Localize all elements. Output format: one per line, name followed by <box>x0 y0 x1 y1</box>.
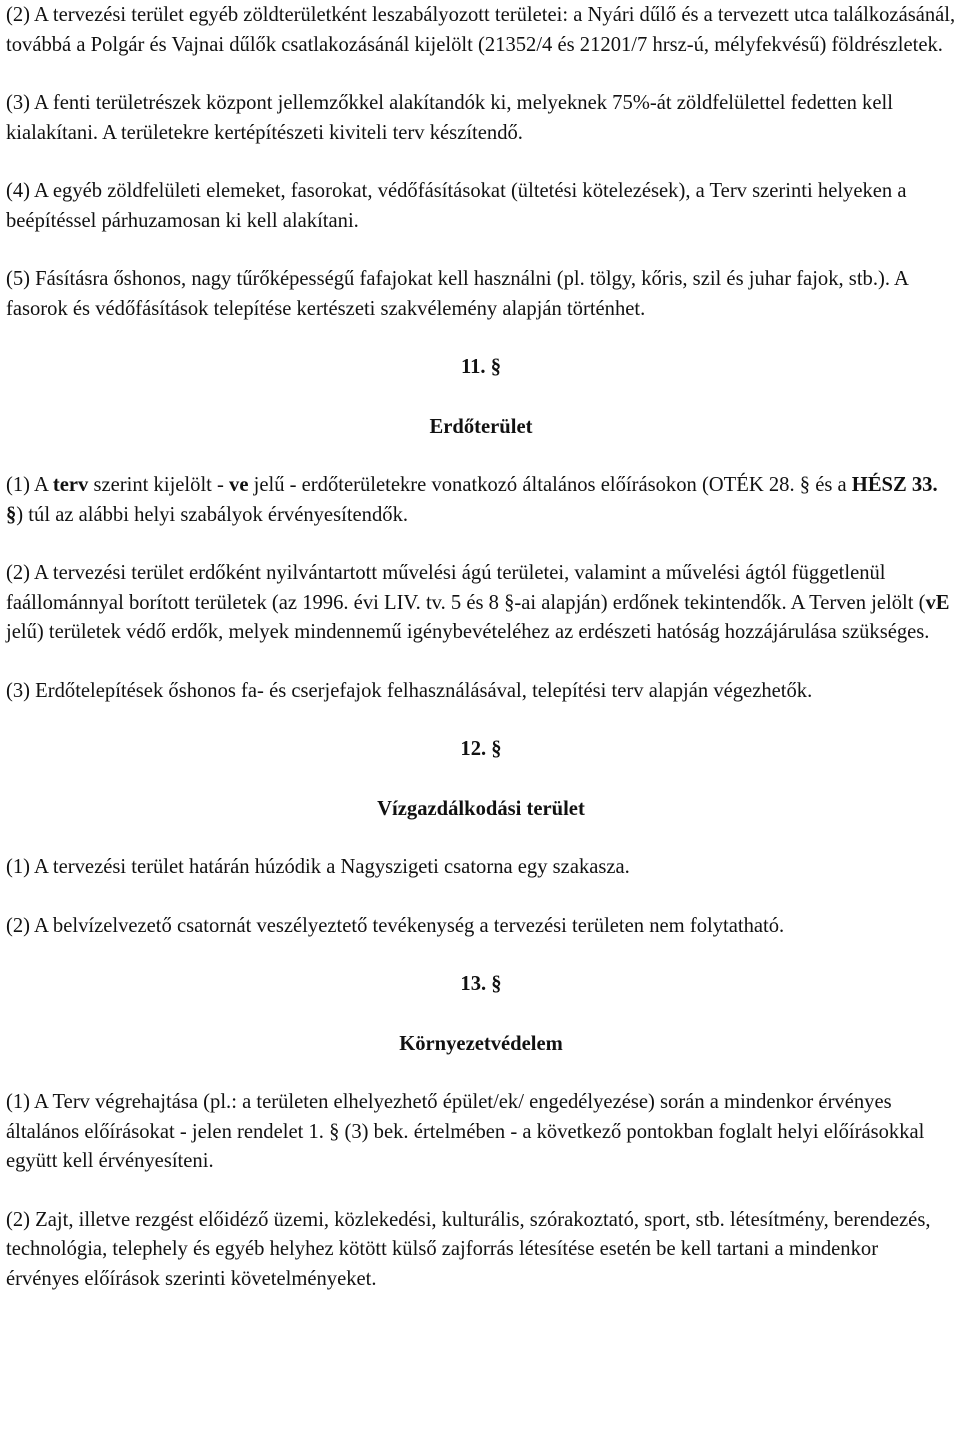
text-run: jelű) területek védő erdők, melyek mindennemű igénybevételéhez az erdészeti hatóság hozzájárulása szükséges. <box>6 621 930 643</box>
section-11-paragraph-3: (3) Erdőtelepítések őshonos fa- és cserjefajok felhasználásával, telepítési terv alapján végezhetők. <box>6 679 813 702</box>
section-13-number: 13. § <box>460 973 502 995</box>
section-11-paragraph-2 <box>6 559 956 648</box>
section-12-number: 12. § <box>460 738 502 760</box>
bold-term-ve: ve <box>229 474 249 496</box>
section-11-number: 11. § <box>460 356 502 378</box>
text-run: (2) A tervezési terület erdőként nyilvántartott művelési ágú területei, valamint a művelési ágtól függetlenül faállománnyal borított területek (az 1996. évi LIV. tv. 5 és 8 §-ai alapján) erdőnek tekintendők. A Terven jelölt ( <box>6 562 926 614</box>
text-run: szerint kijelölt - <box>88 474 230 496</box>
text-run: (1) A <box>6 474 53 496</box>
paragraph-5-tree-planting: (5) Fásításra őshonos, nagy tűrőképességű fafajokat kell használni (pl. tölgy, kőris, szil és juhar fajok, stb.). A fasorok és védőfásítások telepítése kertészeti szakvélemény alapján történhet. <box>6 268 908 320</box>
section-11-paragraph-1 <box>6 471 956 530</box>
bold-term-terv: terv <box>52 474 89 496</box>
bold-term-ve-code: vE <box>925 591 950 614</box>
text-run: ) túl az alábbi helyi szabályok érvényesítendők. <box>16 503 409 526</box>
section-11-title: Erdőterület <box>429 415 533 438</box>
paragraph-3-park-areas: (3) A fenti területrészek központ jellemzőkkel alakítandók ki, melyeknek 75%-át zöldfelülettel fedetten kell kialakítani. A területekre kertépítészeti kiviteli terv készítendő. <box>6 92 893 144</box>
paragraph-2-green-areas: (2) A tervezési terület egyéb zöldterületként leszabályozott területei: a Nyári dűlő és a tervezett utca találkozásánál, továbbá a Polgár és Vajnai dűlők csatlakozásánál kijelölt (21352/4 és 21201/7 hrsz-ú, mélyfekvésű) földrészletek. <box>6 4 956 56</box>
text-run: jelű - erdőterületekre vonatkozó általános előírásokon (OTÉK 28. § és a <box>248 474 852 496</box>
document-page <box>6 1 956 1323</box>
section-12-paragraph-2: (2) A belvízelvezető csatornát veszélyeztető tevékenység a tervezési területen nem folytatható. <box>6 914 785 937</box>
section-12-title: Vízgazdálkodási terület <box>377 797 585 820</box>
section-13-title: Környezetvédelem <box>399 1032 563 1055</box>
bold-term-hesz: HÉSZ 33. § <box>6 474 938 526</box>
section-13-paragraph-1: (1) A Terv végrehajtása (pl.: a területen elhelyezhető épület/ek/ engedélyezése) során a mindenkor érvényes általános előírásokat - jelen rendelet 1. § (3) bek. értelmében - a következő pontokban foglalt helyi előírásokkal együtt kell érvényesíteni. <box>6 1091 925 1172</box>
section-13-paragraph-2: (2) Zajt, illetve rezgést előidéző üzemi, közlekedési, kulturális, szórakoztató, sport, stb. létesítmény, berendezés, technológia, telephely és egyéb helyhez kötött külső zajforrás létesítése esetén be kell tartani a mindenkor érvényes előírások szerinti követelményeket. <box>6 1208 931 1290</box>
section-12-paragraph-1: (1) A tervezési terület határán húzódik a Nagyszigeti csatorna egy szakasza. <box>6 856 630 878</box>
paragraph-4-green-elements: (4) A egyéb zöldfelületi elemeket, fasorokat, védőfásításokat (ültetési kötelezések), a Terv szerinti helyeken a beépítéssel párhuzamosan ki kell alakítani. <box>6 180 907 232</box>
